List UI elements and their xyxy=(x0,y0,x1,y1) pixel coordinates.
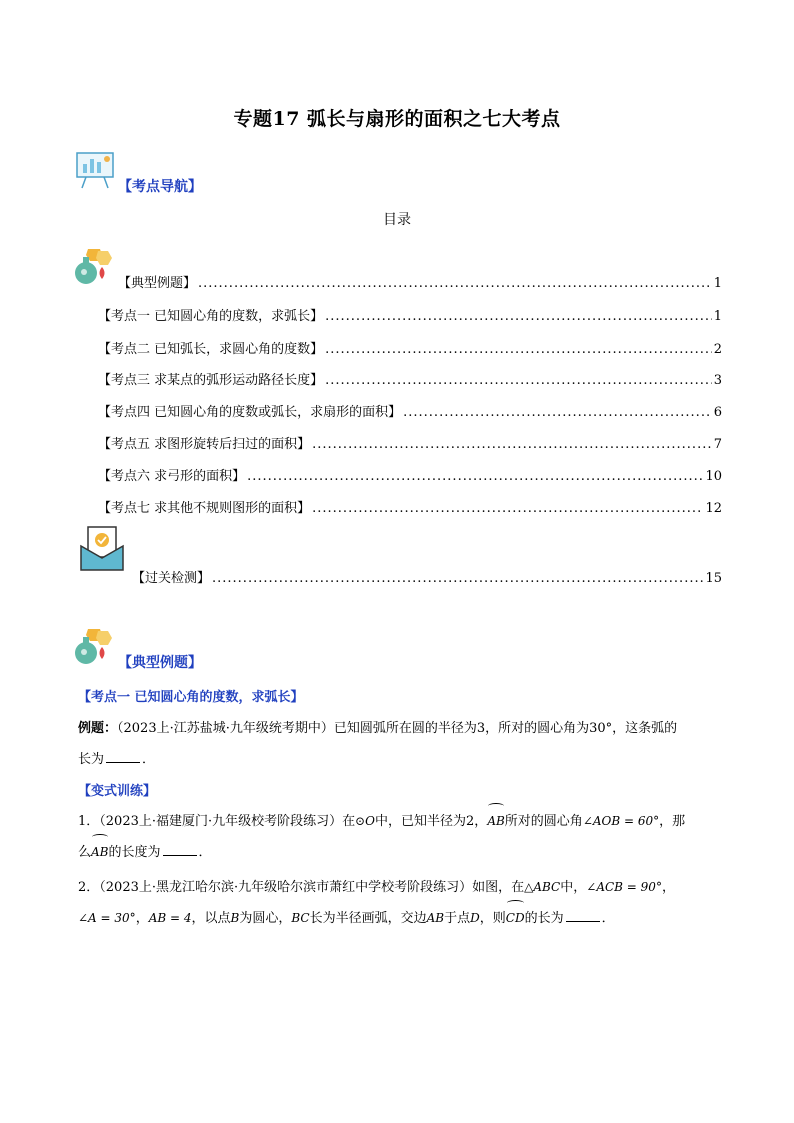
example-text: （2023上·江苏盐城·九年级统考期中）已知圆弧所在圆的半径为3，所对的圆心角为30°，这条弧的 xyxy=(117,721,678,736)
topic-heading: 【考点一 已知圆心角的度数，求弧长】 xyxy=(78,690,304,705)
page-title: 专题17 弧长与扇形的面积之七大考点 xyxy=(233,108,561,130)
q2-text: 于点 xyxy=(444,911,471,926)
toc-row-label: 【考点二 已知弧长，求圆心角的度数】 xyxy=(98,342,324,357)
toc-row-page: 2 xyxy=(713,342,722,357)
toc-row[interactable] xyxy=(98,465,722,484)
toc-row[interactable] xyxy=(98,401,722,420)
q1-text: ，那 xyxy=(659,814,686,829)
angle-aob: ∠AOB = 60° xyxy=(582,814,660,828)
question-2: 2．（2023上·黑龙江哈尔滨·九年级哈尔滨市萧红中学校考阶段练习）如图，在△ABC中，∠ACB = 90°， ∠A = 30°，AB = 4，以点B为圆心，BC长为半径画弧，交边AB于点D，则CD的长为 ． xyxy=(78,872,724,934)
toc-row-label: 【考点六 求弓形的面积】 xyxy=(98,469,246,484)
toc-row-label: 【考点四 已知圆心角的度数或弧长，求扇形的面积】 xyxy=(98,405,402,420)
toc-row-page: 3 xyxy=(713,373,722,388)
check-badge-icon xyxy=(78,524,126,572)
toc-leader xyxy=(312,501,703,516)
answer-blank[interactable] xyxy=(566,909,600,922)
point-b: B xyxy=(230,911,240,925)
triangle-abc: △ABC xyxy=(524,880,561,894)
toc-row-label: 【考点五 求图形旋转后扫过的面积】 xyxy=(98,437,311,452)
q2-text: ，则 xyxy=(479,911,506,926)
toc-leader xyxy=(312,437,712,452)
answer-blank[interactable] xyxy=(163,843,197,856)
toc-row-label: 【考点一 已知圆心角的度数，求弧长】 xyxy=(98,309,324,324)
toc-row-page: 10 xyxy=(705,469,722,484)
question-1: 1．（2023上·福建厦门·九年级校考阶段练习）在⊙O中，已知半径为2，AB所对的圆心角∠AOB = 60°，那 么AB的长度为 ． xyxy=(78,806,724,868)
toc-row[interactable] xyxy=(118,272,722,291)
q1-text: 所对的圆心角 xyxy=(504,814,583,829)
q2-text: 的长为 xyxy=(524,911,564,926)
toc-leader xyxy=(325,373,712,388)
q2-text: ， xyxy=(661,880,675,895)
q2-text: 2．（2023上·黑龙江哈尔滨·九年级哈尔滨市萧红中学校考阶段练习）如图，在 xyxy=(78,880,525,895)
segment-bc: BC xyxy=(291,911,310,925)
point-d: D xyxy=(470,911,480,925)
arc-cd: CD xyxy=(506,903,525,934)
example-paragraph: 例题：（2023上·江苏盐城·九年级统考期中）已知圆弧所在圆的半径为3，所对的圆心角为30°，这条弧的 长为 ． xyxy=(78,721,678,767)
arc-ab: AB xyxy=(91,837,108,868)
toc-row-label: 【考点三 求某点的弧形运动路径长度】 xyxy=(98,373,324,388)
toc-leader xyxy=(403,405,712,420)
toc-row[interactable] xyxy=(98,497,722,516)
example-text-2: 长为 xyxy=(78,752,105,767)
angle-a: ∠A = 30° xyxy=(78,911,136,925)
flask-icon xyxy=(72,247,116,287)
toc-row[interactable] xyxy=(132,567,722,586)
toc-row-page: 6 xyxy=(713,405,722,420)
toc-row[interactable] xyxy=(98,369,722,388)
segment-ab: AB xyxy=(426,911,445,925)
toc-row[interactable] xyxy=(98,305,722,324)
toc-row[interactable] xyxy=(98,338,722,357)
variation-heading: 【变式训练】 xyxy=(78,784,157,799)
toc-leader xyxy=(198,276,712,291)
q2-text: ，以点 xyxy=(191,911,231,926)
section-heading: 【典型例题】 xyxy=(118,655,202,671)
q2-text: 为圆心， xyxy=(239,911,292,926)
toc-row-label: 【考点七 求其他不规则图形的面积】 xyxy=(98,501,311,516)
arc-ab: AB xyxy=(487,806,504,837)
toc-row-label: 【过关检测】 xyxy=(132,571,211,586)
toc-row-label: 【典型例题】 xyxy=(118,276,197,291)
q1-text: 的长度为 xyxy=(108,845,161,860)
example-prefix: 例题： xyxy=(78,721,118,736)
toc-leader xyxy=(325,309,712,324)
q1-text: 么 xyxy=(78,845,92,860)
toc-leader xyxy=(325,342,712,357)
toc-row-page: 1 xyxy=(713,276,722,291)
toc-row-page: 15 xyxy=(705,571,722,586)
toc-heading: 目录 xyxy=(383,212,411,228)
q2-text: ， xyxy=(135,911,149,926)
q2-text: 长为半径画弧，交边 xyxy=(309,911,427,926)
toc-leader xyxy=(212,571,703,586)
toc-row-page: 1 xyxy=(713,309,722,324)
toc-row[interactable] xyxy=(98,433,722,452)
flask-icon xyxy=(72,627,116,667)
angle-acb: ∠ACB = 90° xyxy=(586,880,662,894)
q1-text: 中，已知半径为2， xyxy=(375,814,488,829)
toc-row-page: 7 xyxy=(713,437,722,452)
presentation-board-icon xyxy=(74,150,118,190)
toc-row-page: 12 xyxy=(705,501,722,516)
answer-blank[interactable] xyxy=(106,750,140,763)
q2-text: 中， xyxy=(560,880,587,895)
toc-leader xyxy=(247,469,703,484)
nav-label: 【考点导航】 xyxy=(118,179,202,195)
q1-text: 1．（2023上·福建厦门·九年级校考阶段练习）在 xyxy=(78,814,356,829)
circle-symbol: ⊙O xyxy=(355,814,376,828)
segment-ab: AB = 4 xyxy=(148,911,192,925)
